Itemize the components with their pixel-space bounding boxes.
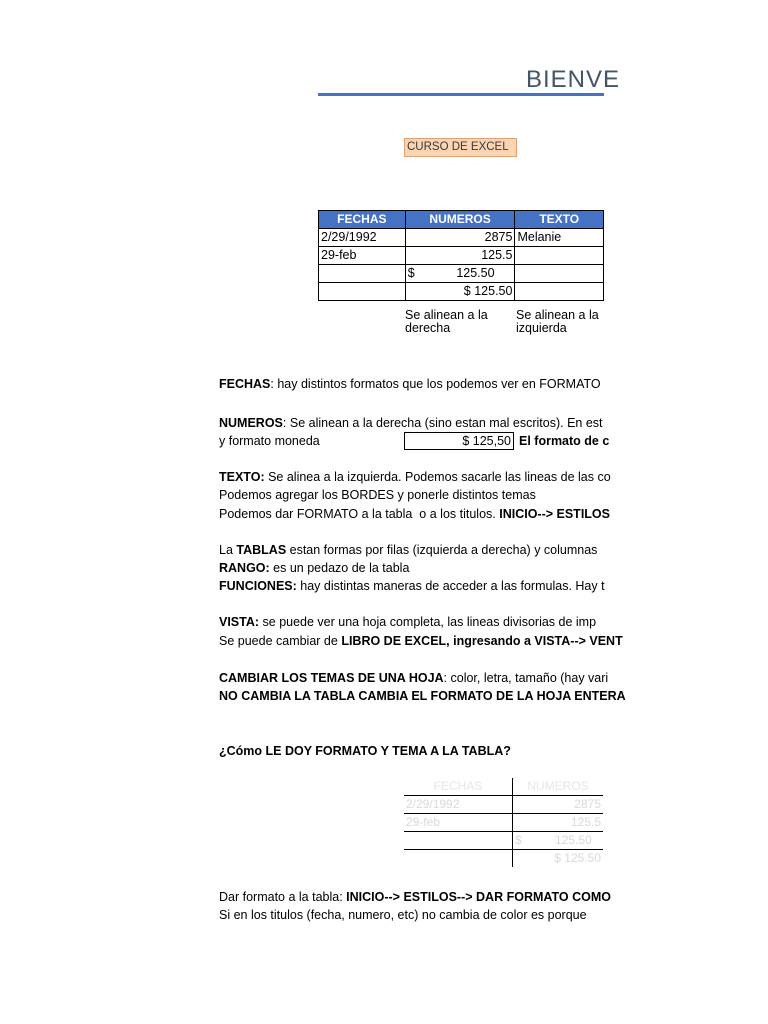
table-header-row [404, 778, 603, 796]
no-cambia-paragraph: NO CAMBIA LA TABLA CAMBIA EL FORMATO DE LA HOJA ENTERA [219, 689, 626, 703]
title-underline [318, 93, 604, 96]
table-row [404, 850, 603, 868]
dar-formato-paragraph: Dar formato a la tabla: INICIO--> ESTILOS--> DAR FORMATO COMO [219, 890, 611, 904]
cell-date[interactable] [404, 832, 513, 850]
header-fechas[interactable]: FECHAS [319, 211, 406, 229]
vista-paragraph: VISTA: se puede ver una hoja completa, las lineas divisorias de imp [219, 615, 597, 629]
header-numeros[interactable]: NUMEROS [405, 211, 515, 229]
cell-currency[interactable]: $ 125.50 [513, 850, 604, 868]
moneda-label: y formato moneda [219, 434, 320, 448]
numeros-paragraph: NUMEROS: Se alinean a la derecha (sino estan mal escritos). En est [219, 416, 603, 430]
cell-text[interactable] [515, 283, 604, 301]
note-text-align: Se alinean a la izquierda [516, 308, 599, 335]
bordes-paragraph: Podemos agregar los BORDES y ponerle distintos temas [219, 488, 536, 502]
header-numeros[interactable]: NUMEROS [513, 778, 604, 796]
cell-date[interactable] [319, 283, 406, 301]
cell-accounting[interactable]: $ 125.50 [405, 265, 515, 283]
cell-text[interactable] [515, 265, 604, 283]
cell-date[interactable]: 2/29/1992 [404, 796, 513, 814]
cell-date[interactable]: 29-feb [319, 247, 406, 265]
formato-paragraph: Podemos dar FORMATO a la tabla o a los titulos. INICIO--> ESTILOS [219, 507, 610, 521]
sheet-title: BIENVE [526, 66, 621, 93]
table-row [319, 265, 604, 283]
question-heading: ¿Cómo LE DOY FORMATO Y TEMA A LA TABLA? [219, 744, 511, 758]
cell-number[interactable]: 125.5 [513, 814, 604, 832]
cell-number[interactable]: 2875 [513, 796, 604, 814]
cell-text[interactable] [515, 247, 604, 265]
table-row [404, 814, 603, 832]
table-row [319, 283, 604, 301]
cell-text[interactable]: Melanie [515, 229, 604, 247]
example-table [318, 210, 604, 301]
tablas-paragraph: La TABLAS estan formas por filas (izquierda a derecha) y columnas [219, 543, 598, 557]
table-row [404, 832, 603, 850]
cell-date[interactable]: 2/29/1992 [319, 229, 406, 247]
header-fechas[interactable]: FECHAS [404, 778, 513, 796]
titulos-paragraph: Si en los titulos (fecha, numero, etc) no cambia de color es porque [219, 908, 587, 922]
fechas-paragraph: FECHAS: hay distintos formatos que los podemos ver en FORMATO [219, 377, 601, 391]
moneda-note: El formato de c [519, 434, 610, 448]
cell-currency[interactable]: $ 125.50 [405, 283, 515, 301]
rango-paragraph: RANGO: es un pedazo de la tabla [219, 561, 410, 575]
cell-accounting[interactable]: $ 125.50 [513, 832, 604, 850]
course-label-cell[interactable]: CURSO DE EXCEL [404, 138, 517, 157]
table-row [319, 247, 604, 265]
cell-date[interactable] [319, 265, 406, 283]
note-numbers-align: Se alinean a la derecha [405, 308, 488, 335]
cell-date[interactable]: 29-feb [404, 814, 513, 832]
table-row [404, 796, 603, 814]
cell-date[interactable] [404, 850, 513, 868]
faded-example-table [404, 778, 603, 867]
temas-paragraph: CAMBIAR LOS TEMAS DE UNA HOJA: color, letra, tamaño (hay vari [219, 671, 609, 685]
table-row [319, 229, 604, 247]
texto-paragraph: TEXTO: Se alinea a la izquierda. Podemos sacarle las lineas de las co [219, 470, 611, 484]
cell-number[interactable]: 2875 [405, 229, 515, 247]
cell-number[interactable]: 125.5 [405, 247, 515, 265]
currency-example-cell[interactable]: $ 125,50 [404, 432, 514, 450]
funciones-paragraph: FUNCIONES: hay distintas maneras de acceder a las formulas. Hay t [219, 579, 605, 593]
header-texto[interactable]: TEXTO [515, 211, 604, 229]
libro-paragraph: Se puede cambiar de LIBRO DE EXCEL, ingresando a VISTA--> VENT [219, 634, 623, 648]
table-header-row [319, 211, 604, 229]
